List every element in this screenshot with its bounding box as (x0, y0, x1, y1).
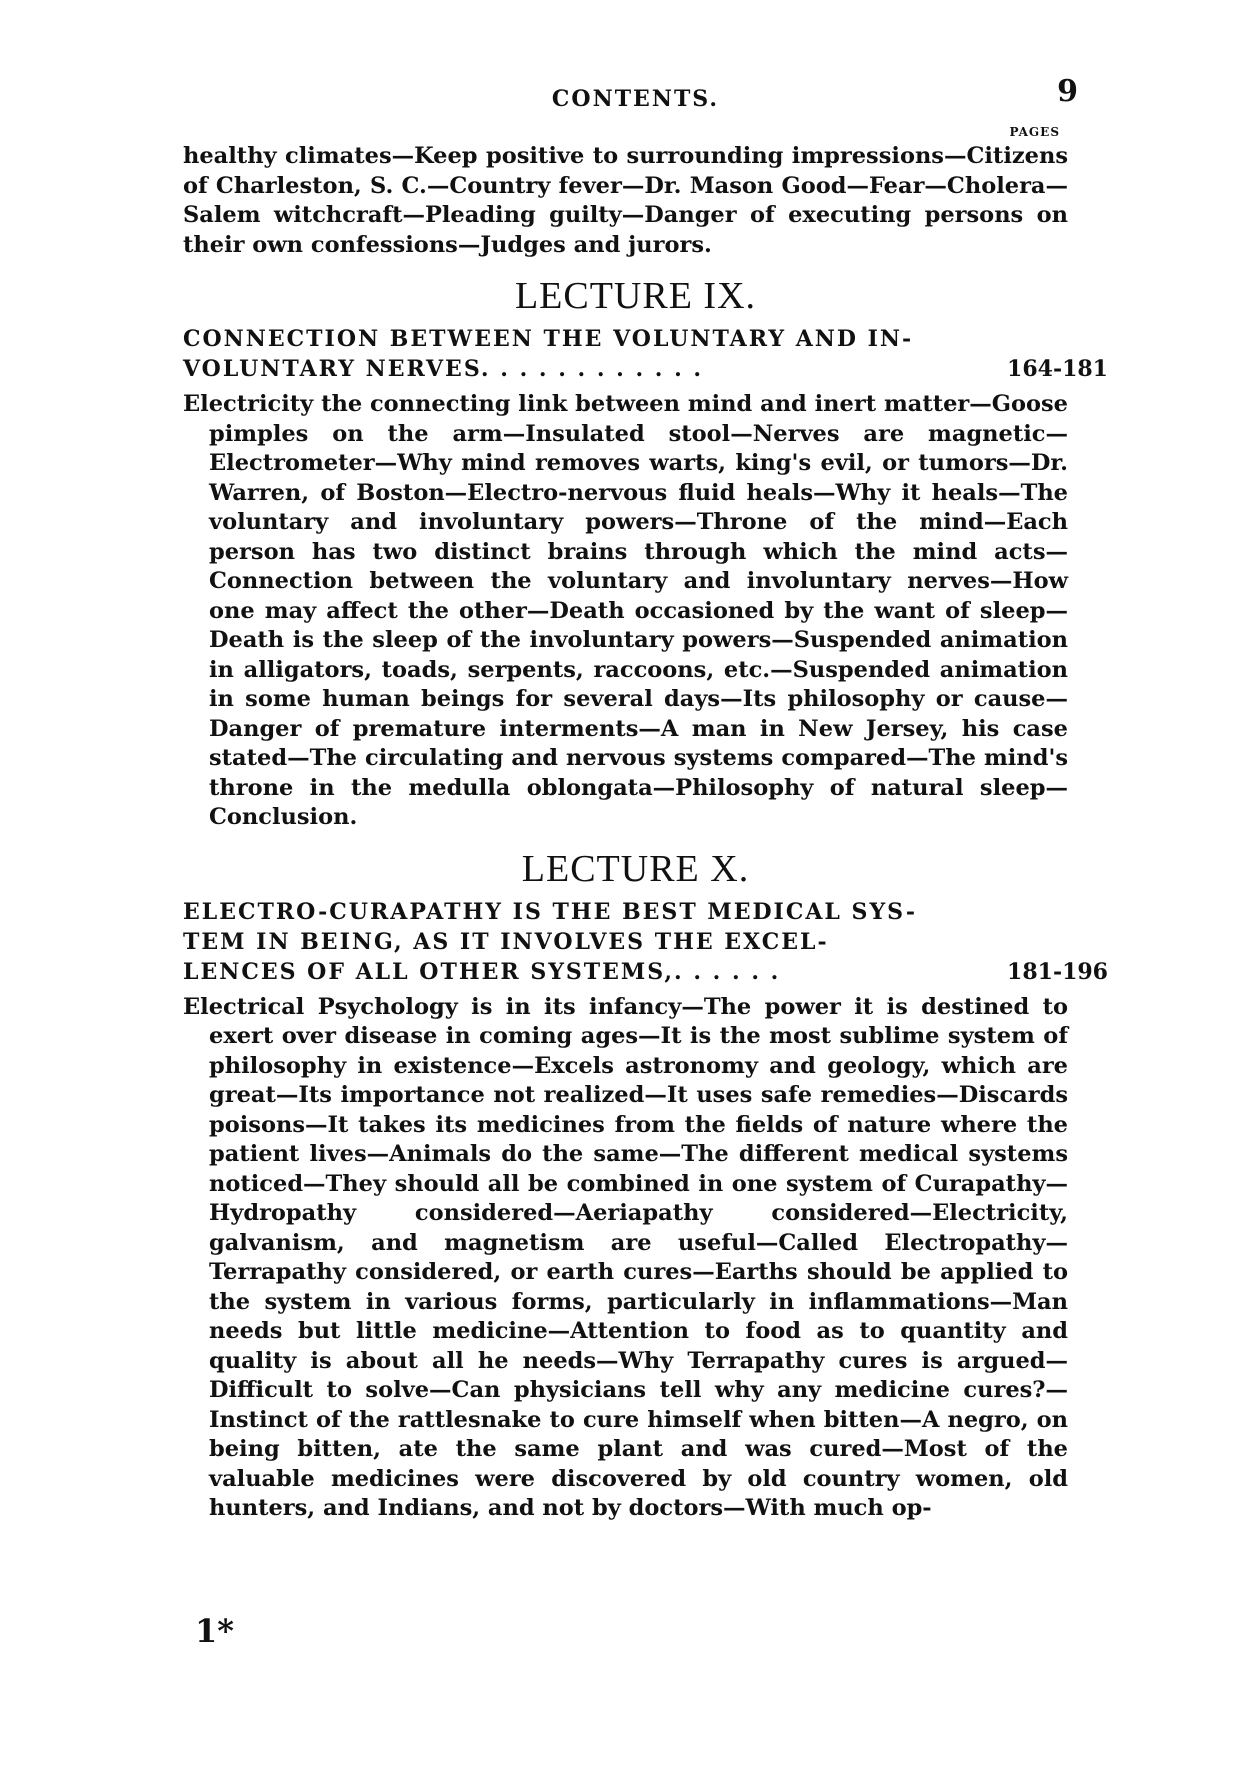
heading-text: VOLUNTARY NERVES. . . . . . . . . . . . (183, 356, 704, 382)
signature-mark: 1* (195, 1612, 234, 1650)
lecture-summary: Electricity the connecting link between mind and inert matter—Goose pimples on the arm—Insulated stool—Nerves are magnetic—Electrometer—Why mind removes warts, king's evil, or tumors—Dr. Warren, of Boston—Electro-nervous fluid heals—Why it heals—The voluntary and involuntary powers—Throne of the mind—Each person has two distinct brains through which the mind acts—Connection between the voluntary and involuntary nerves—How one may affect the other—Death occasioned by the want of sleep—Death is the sleep of the involuntary powers—Suspended animation in alligators, toads, serpents, raccoons, etc.—Suspended animation in some human beings for several days—Its philosophy or cause—Danger of premature interments—A man in New Jersey, his case stated—The circulating and nervous systems compared—The mind's throne in the medulla oblongata—Philosophy of natural sleep—Conclusion. (183, 391, 1068, 830)
intro-continuation: healthy climates—Keep positive to surrounding impressions—Citizens of Charleston, S. C.—Country fever—Dr. Mason Good—Fear—Cholera—Salem witchcraft—Pleading guilty—Danger of executing persons on their own confessions—Judges and jurors. (183, 143, 1068, 258)
heading-line: CONNECTION BETWEEN THE VOLUNTARY AND IN- (183, 326, 914, 352)
running-head (183, 70, 1088, 122)
lecture-title: LECTURE X. (521, 847, 750, 890)
lecture-heading (183, 897, 1108, 987)
heading-line: TEM IN BEING, AS IT INVOLVES THE EXCEL- (183, 928, 829, 955)
heading-line-last (183, 354, 1108, 384)
lecture-heading (183, 324, 1108, 384)
heading-text: LENCES OF ALL OTHER SYSTEMS,. . . . . . (183, 958, 781, 985)
heading-line: ELECTRO-CURAPATHY IS THE BEST MEDICAL SYS- (183, 898, 917, 925)
page-number: 9 (1057, 74, 1078, 109)
page-range: 181-196 (1007, 958, 1108, 985)
page-title: CONTENTS. (551, 86, 720, 112)
lecture-entry (183, 847, 1108, 1524)
lecture-entry (183, 274, 1108, 833)
heading-line-last (183, 957, 1108, 987)
lecture-summary: Electrical Psychology is in its infancy—The power it is destined to exert over disease in coming ages—It is the most sublime system of philosophy in existence—Excels astronomy and geology, which are great—Its importance not realized—It uses safe remedies—Discards poisons—It takes its medicines from the fields of nature where the patient lives—Animals do the same—The different medical systems noticed—They should all be combined in one system of Curapathy—Hydropathy considered—Aeriapathy considered—Electricity, galvanism, and magnetism are useful—Called Electropathy—Terrapathy considered, or earth cures—Earths should be applied to the system in various forms, particularly in inflammations—Man needs but little medicine—Attention to food as to quantity and quality is about all he needs—Why Terrapathy cures is argued—Difficult to solve—Can physicians tell why any medicine cures?—Instinct of the rattlesnake to cure himself when bitten—A negro, on being bitten, ate the same plant and was cured—Most of the valuable medicines were discovered by old country women, old hunters, and Indians, and not by doctors—With much op- (183, 993, 1068, 1521)
contents-page (183, 70, 1108, 1524)
lecture-title: LECTURE IX. (514, 275, 757, 317)
page-range: 164-181 (1007, 356, 1108, 382)
pages-column-label: PAGES (1009, 125, 1060, 139)
